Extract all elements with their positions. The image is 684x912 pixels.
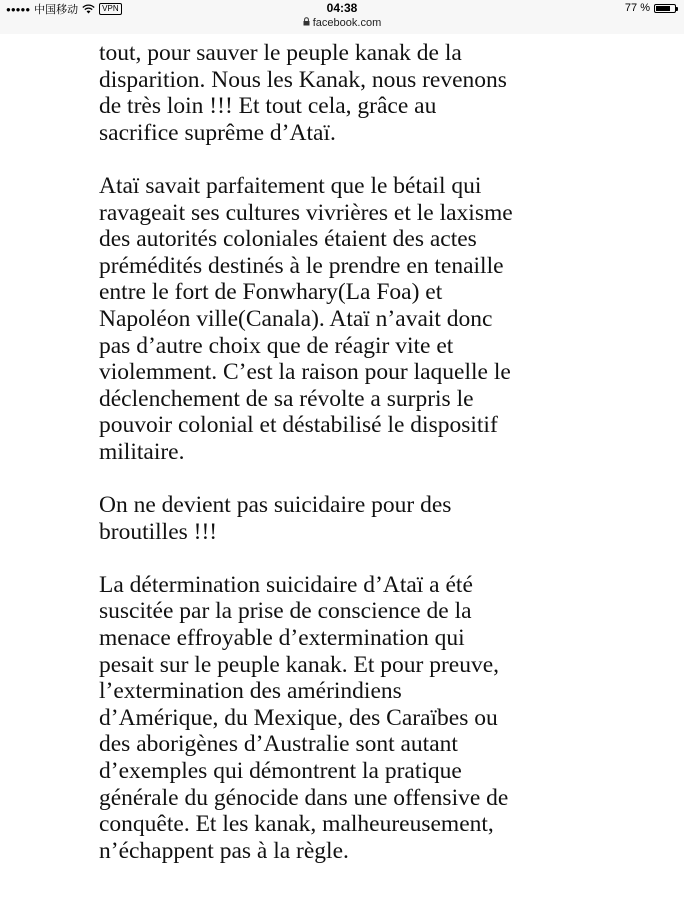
- clock: 04:38: [326, 1, 358, 15]
- carrier-name: 中国移动: [34, 4, 79, 16]
- battery-percent: 77 %: [624, 2, 650, 14]
- article-paragraph: Ataï savait parfaitement que le bétail qui ravageait ses cultures vivrières et le laxisme des autorités coloniales étaient des actes prémédités destinés à le prendre en tenaille entre le fort de Fonwhary(La Foa) et Napoléon ville(Canala). Ataï n’avait donc pas d’autre choix que de réagir vite et violemment. C’est la raison pour laquelle le déclenchement de sa révolte a surpris le pouvoir colonial et déstabilisé le dispositif militaire.: [99, 172, 513, 465]
- url-text: facebook.com: [312, 17, 382, 29]
- article-paragraph: On ne devient pas suicidaire pour des broutilles !!!: [99, 492, 452, 545]
- article-paragraph: La détermination suicidaire d’Ataï a été suscitée par la prise de conscience de la menace effroyable d’extermination qui pesait sur le peuple kanak. Et pour preuve, l’extermination des amérindiens d’Amérique, du Mexique, des Caraïbes ou des aborigènes d’Australie sont autant d’exemples qui démontrent la pratique générale du génocide dans une offensive de conquête. Et les kanak, malheureusement, n’échappent pas à la règle.: [99, 571, 509, 864]
- status-right: [625, 2, 676, 14]
- article-paragraph: tout, pour sauver le peuple kanak de la disparition. Nous les Kanak, nous revenons de très loin !!! Et tout cela, grâce au sacrifice suprême d’Ataï.: [99, 40, 507, 146]
- battery-icon: [654, 4, 676, 13]
- signal-strength-icon: ●●●●●: [6, 4, 31, 14]
- url-display[interactable]: [0, 17, 684, 29]
- vpn-badge: VPN: [99, 3, 121, 15]
- article-content: [99, 0, 599, 891]
- battery-level-fill: [656, 6, 670, 11]
- status-bar: [0, 0, 684, 34]
- lock-icon: [303, 17, 310, 29]
